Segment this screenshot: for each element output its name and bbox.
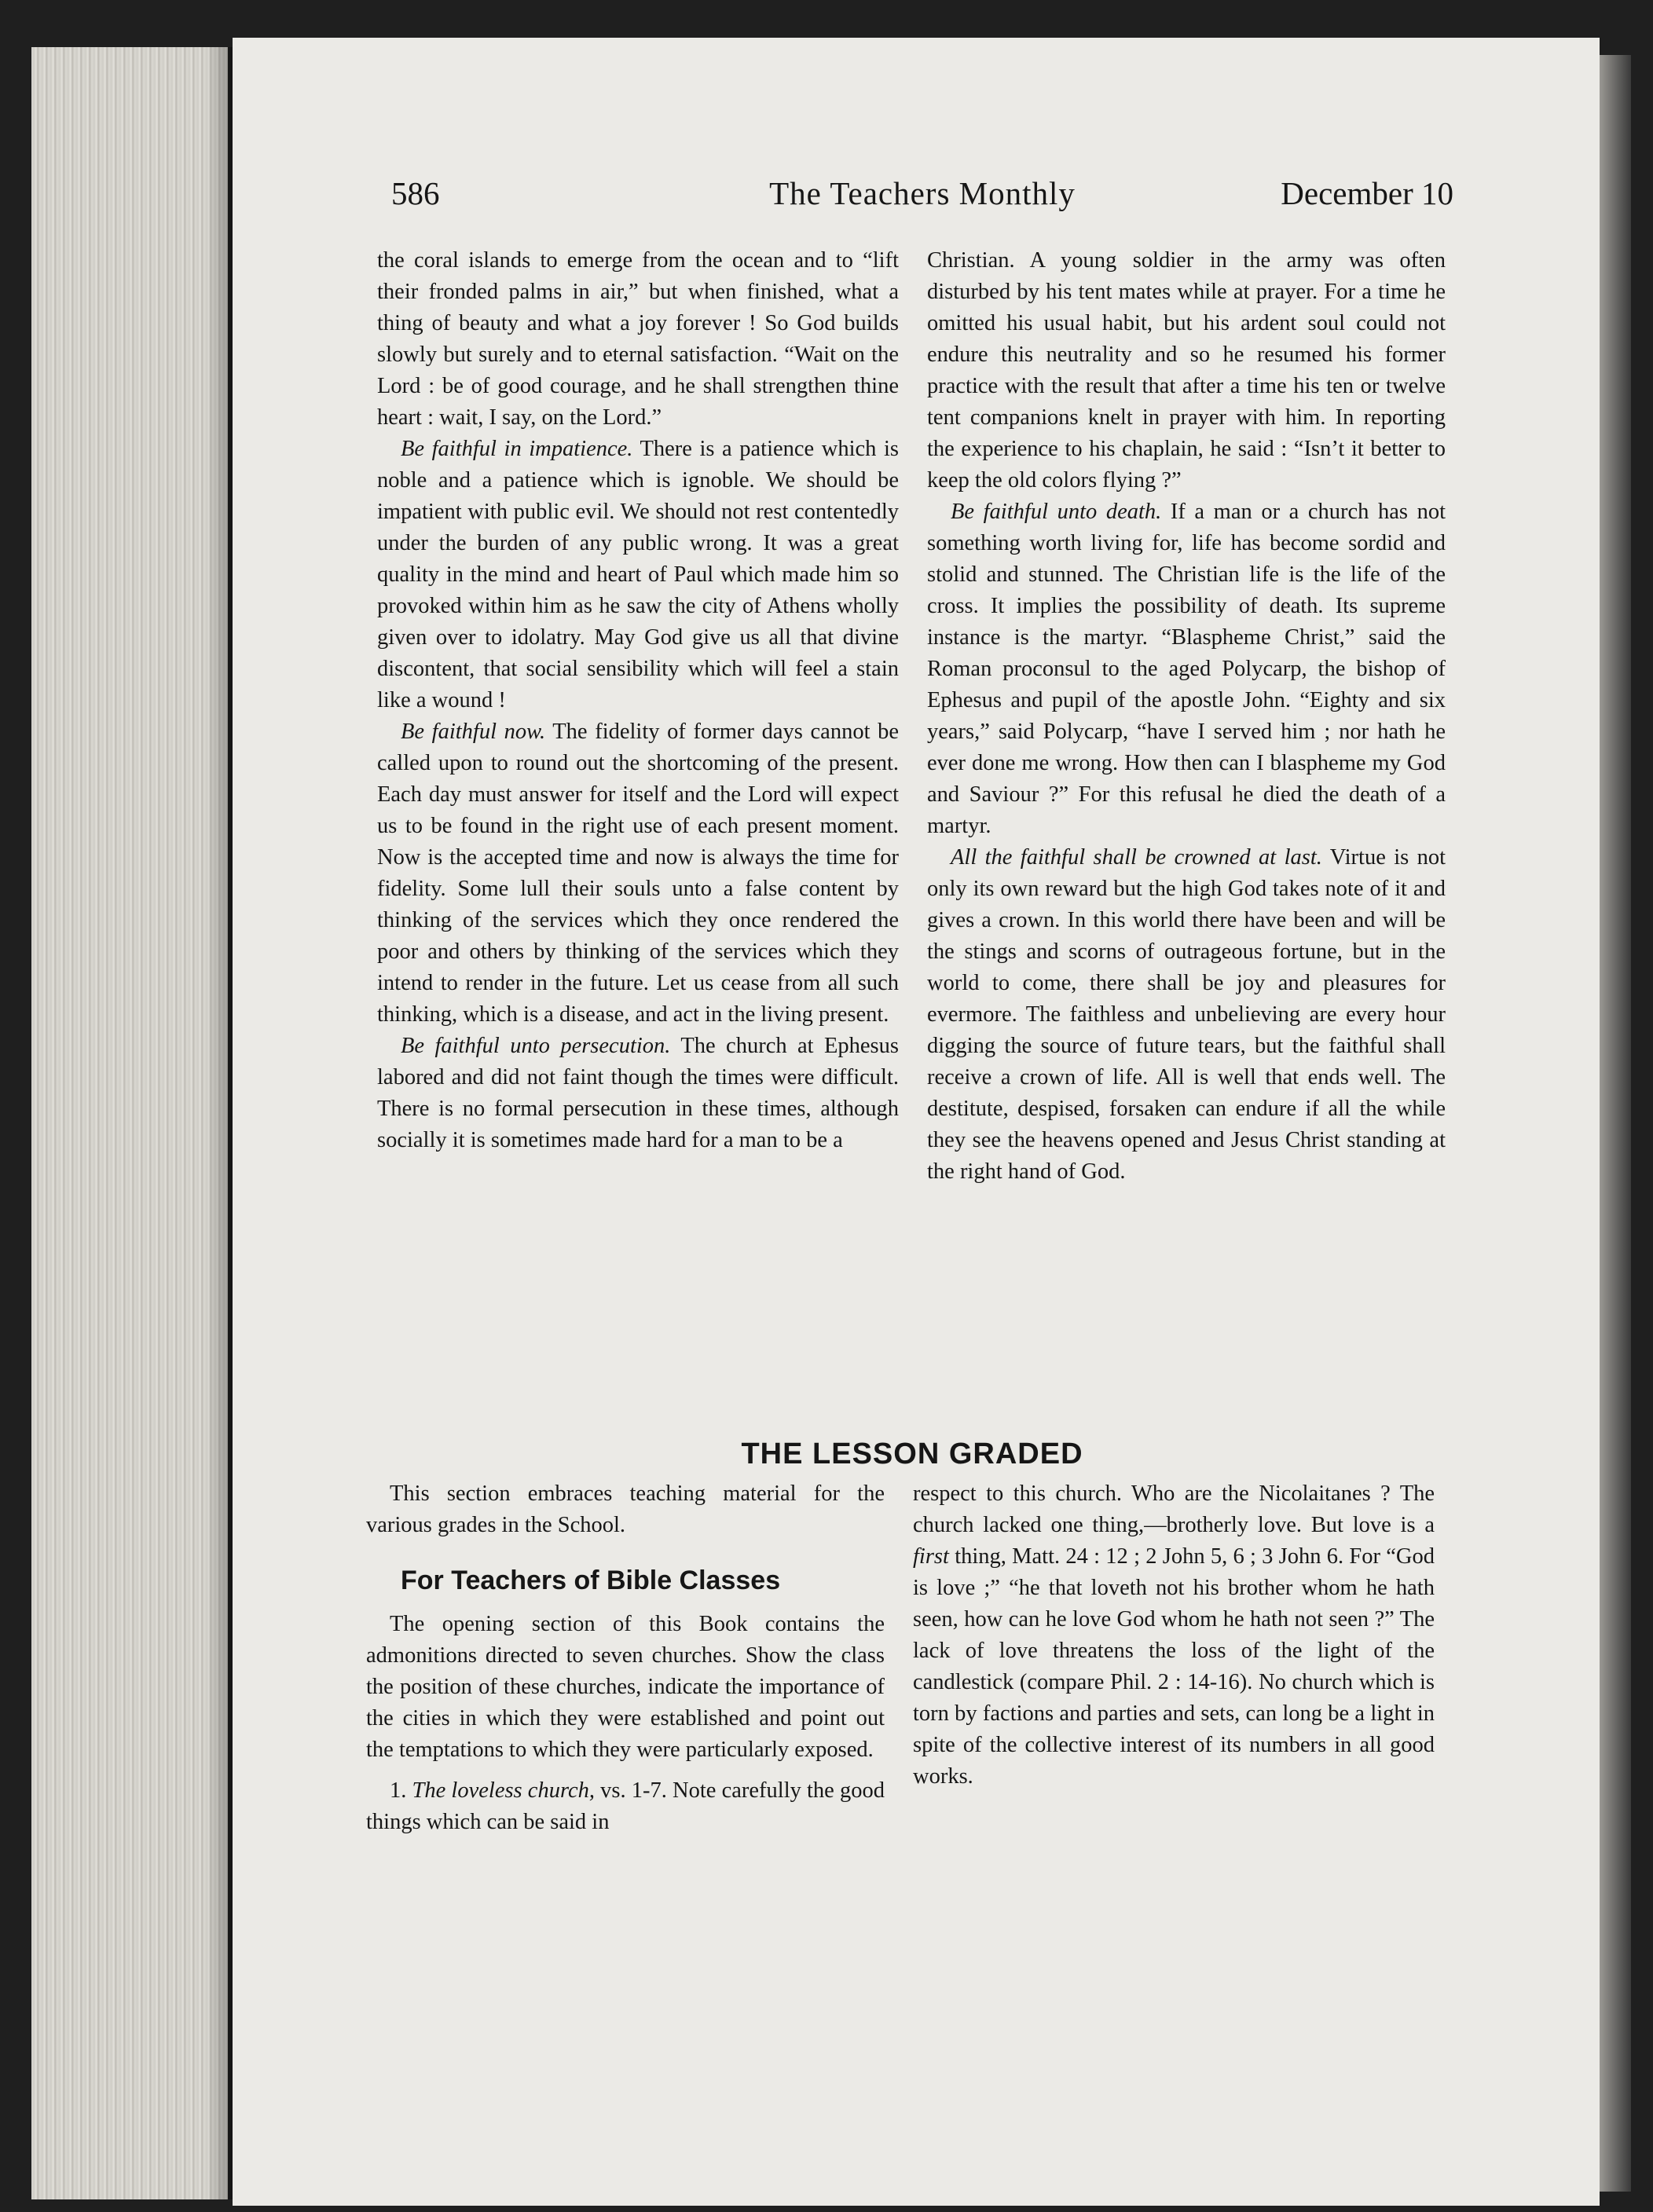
running-title: The Teachers Monthly	[769, 175, 1076, 211]
left-column	[377, 245, 899, 1156]
paragraph	[377, 1031, 899, 1156]
paragraph-text: Virtue is not only its own reward but the high God takes note of it and gives a crown. In this world there have been and will be the stings and scorns of outrageous fortune, but in the world to come, there shall be joy and pleasures for evermore. The faithless and unbelieving are every hour digging the source of future tears, but the faithful shall receive a crown of life. All is well that ends well. The destitute, despised, forsaken can endure if all the while they see the heavens opened and Jesus Christ standing at the right hand of God.	[927, 845, 1446, 1184]
paragraph-text: vs. 1-7. Note carefully the good things which can be said in	[366, 1778, 885, 1834]
gutter-shadow	[206, 47, 234, 2199]
paragraph-lead: Be faithful in impatience.	[401, 437, 633, 461]
issue-date: December 10	[1281, 175, 1453, 211]
paragraph-text: The fidelity of former days cannot be called upon to round out the shortcoming of the present. Each day must answer for itself and the Lord will expect us to be found in the right use of each present moment. Now is the accepted time and now is always the time for fidelity. Some lull their souls unto a false content by thinking of the services which they once rendered the poor and others by thinking of the services which they intend to render in the future. Let us cease from all such thinking, which is a disease, and act in the living present.	[377, 720, 900, 1027]
page-number: 586	[391, 175, 440, 211]
paragraph-lead: Be faithful unto death.	[951, 500, 1162, 524]
paragraph: The opening section of this Book contains the admonitions directed to seven churches. Show the class the position of these churches, indicate the importance of the cities in which they were established and point out the temptations to which they were particularly exposed.	[366, 1612, 885, 1762]
paragraph-text: respect to this church. Who are the Nicolaitanes ? The church lacked one thing,—brotherly love. But love is a	[913, 1481, 1435, 1537]
paragraph	[927, 496, 1446, 842]
paragraph-lead: All the faithful shall be crowned at last.	[951, 845, 1322, 870]
paragraph-text: There is a patience which is noble and a patience which is ignoble. We should be impatient with public evil. We should not rest contentedly under the burden of any public wrong. It was a great quality in the mind and heart of Paul which made him so provoked within him as he saw the city of Athens wholly given over to idolatry. May God give us all that divine discontent, that social sensibility which will feel a stain like a wound !	[377, 437, 899, 712]
book-page-stack	[31, 47, 228, 2199]
section-title: THE LESSON GRADED	[741, 1437, 1083, 1470]
paragraph	[377, 434, 899, 716]
subheading: For Teachers of Bible Classes	[401, 1566, 781, 1595]
emphasis: first	[913, 1544, 949, 1569]
paragraph: Christian. A young soldier in the army was often disturbed by his tent mates while at prayer. For a time he omitted his usual habit, but his ardent soul could not endure this neutrality and so he resumed his former practice with the result that after a time his ten or twelve tent companions knelt in prayer with him. In reporting the experience to his chaplain, he said : “Isn’t it better to keep the old colors flying ?”	[927, 248, 1446, 493]
paragraph	[366, 1775, 885, 1838]
paragraph-text: The church at Ephesus labored and did not faint though the times were difficult. There is no formal persecution in these times, although socially it is sometimes made hard for a man to be a	[377, 1034, 899, 1152]
paragraph-lead: Be faithful now.	[401, 720, 546, 744]
right-column	[927, 245, 1446, 1188]
paragraph: the coral islands to emerge from the ocean and to “lift their fronded palms in air,” but when finished, what a thing of beauty and what a joy forever ! So God builds slowly but surely and to eternal satisfaction. “Wait on the Lord : be of good courage, and he shall strengthen thine heart : wait, I say, on the Lord.”	[377, 248, 899, 430]
paragraph	[377, 716, 899, 1031]
section-left-column	[366, 1478, 885, 1838]
paragraph-lead: The loveless church,	[412, 1778, 596, 1803]
paragraph-text: If a man or a church has not something worth living for, life has become sordid and stolid and stunned. The Christian life is the life of the cross. It implies the possibility of death. Its supreme instance is the martyr. “Blaspheme Christ,” said the Roman proconsul to the aged Polycarp, the bishop of Ephesus and pupil of the apostle John. “Eighty and six years,” said Polycarp, “have I served him ; nor hath he ever done me wrong. How then can I blaspheme my God and Saviour ?” For this refusal he died the death of a martyr.	[927, 500, 1446, 838]
paragraph	[913, 1478, 1435, 1793]
section-intro: This section embraces teaching material for the various grades in the School.	[366, 1481, 885, 1537]
section-right-column	[913, 1478, 1435, 1793]
paragraph-text: thing, Matt. 24 : 12 ; 2 John 5, 6 ; 3 John 6. For “God is love ;” “he that loveth not his brother whom he hath seen, how can he love God whom he hath not seen ?” The lack of love threatens the loss of the light of the candlestick (compare Phil. 2 : 14-16). No church which is torn by factions and parties and sets, can long be a light in spite of the collective interest of its numbers in all good works.	[913, 1544, 1435, 1789]
paragraph-lead: Be faithful unto persecution.	[401, 1034, 671, 1058]
paragraph	[927, 842, 1446, 1188]
running-header	[391, 174, 1453, 222]
list-number: 1.	[390, 1778, 412, 1803]
page-right-edge	[1600, 55, 1631, 2192]
